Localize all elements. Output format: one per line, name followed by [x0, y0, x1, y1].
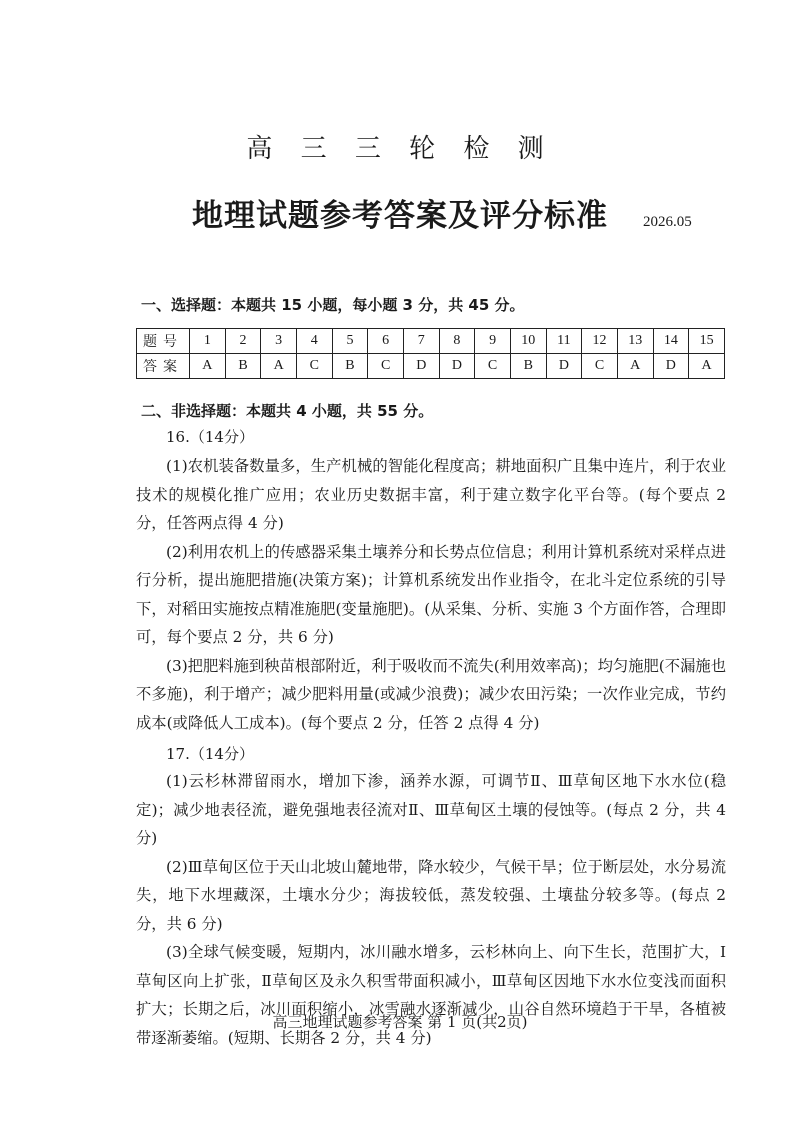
question-number: 8 [439, 329, 475, 354]
answer-cell: B [510, 354, 546, 379]
answer-table [136, 328, 725, 379]
answer-cell: B [332, 354, 368, 379]
answer-table-answer-row [137, 354, 725, 379]
question-number: 12 [582, 329, 618, 354]
answer-cell: D [653, 354, 689, 379]
answer-cell: B [225, 354, 261, 379]
answer-cell: A [190, 354, 226, 379]
question-number: 15 [689, 329, 725, 354]
question-number: 10 [510, 329, 546, 354]
question-number: 3 [261, 329, 297, 354]
question-16-answers [136, 452, 726, 737]
question-number: 1 [190, 329, 226, 354]
answer-cell: D [439, 354, 475, 379]
row-label-numbers: 题号 [137, 329, 190, 354]
answer-cell: D [403, 354, 439, 379]
question-number: 2 [225, 329, 261, 354]
question-number: 7 [403, 329, 439, 354]
answer-cell: C [368, 354, 404, 379]
question-17-answers [136, 767, 726, 1052]
answer-cell: C [296, 354, 332, 379]
document-title: 地理试题参考答案及评分标准 [192, 198, 608, 234]
question-number: 14 [653, 329, 689, 354]
question-17-label: 17.（14分） [166, 745, 254, 763]
answer-cell: C [475, 354, 511, 379]
row-label-answers: 答案 [137, 354, 190, 379]
q17-part1: (1)云杉林滞留雨水，增加下渗，涵养水源，可调节Ⅱ、Ⅲ草甸区地下水水位(稳定)；减少地表径流，避免强地表径流对Ⅱ、Ⅲ草甸区土壤的侵蚀等。(每点 2 分，共 4 分) [136, 772, 726, 847]
question-number: 13 [617, 329, 653, 354]
question-number: 5 [332, 329, 368, 354]
question-number: 11 [546, 329, 582, 354]
answer-cell: A [617, 354, 653, 379]
answer-table-number-row [137, 329, 725, 354]
question-16-label: 16.（14分） [166, 428, 254, 446]
q17-part3: (3)全球气候变暖，短期内，冰川融水增多，云杉林向上、向下生长，范围扩大，Ⅰ草甸区向上扩张，Ⅱ草甸区及永久积雪带面积减小，Ⅲ草甸区因地下水水位变浅而面积扩大；长期之后，冰川面积缩小，冰雪融水逐渐减少，山谷自然环境趋于干旱，各植被带逐渐萎缩。(短期、长期各 2 分，共 4 分) [136, 943, 726, 1047]
exam-subtitle: 高 三 三 轮 检 测 [246, 134, 554, 164]
section1-heading: 一、选择题：本题共 15 小题，每小题 3 分，共 45 分。 [141, 296, 525, 314]
q16-part2: (2)利用农机上的传感器采集土壤养分和长势点位信息；利用计算机系统对采样点进行分析，提出施肥措施(决策方案)；计算机系统发出作业指令，在北斗定位系统的引导下，对稻田实施按点精准施肥(变量施肥)。(从采集、分析、实施 3 个方面作答，合理即可，每个要点 2 分，共 6 分) [136, 542, 726, 646]
document-date: 2026.05 [643, 214, 692, 230]
answer-cell: C [582, 354, 618, 379]
question-number: 6 [368, 329, 404, 354]
question-number: 4 [296, 329, 332, 354]
answer-cell: A [689, 354, 725, 379]
question-number: 9 [475, 329, 511, 354]
q17-part2: (2)Ⅲ草甸区位于天山北坡山麓地带，降水较少，气候干旱；位于断层处，水分易流失，地下水埋藏深，土壤水分少；海拔较低，蒸发较强、土壤盐分较多等。(每点 2 分，共 6 分) [136, 857, 726, 933]
q16-part1: (1)农机装备数量多，生产机械的智能化程度高；耕地面积广且集中连片，利于农业技术的规模化推广应用；农业历史数据丰富，利于建立数字化平台等。(每个要点 2 分，任答两点得 4 分) [136, 457, 726, 532]
answer-cell: A [261, 354, 297, 379]
section2-heading: 二、非选择题：本题共 4 小题，共 55 分。 [141, 402, 434, 420]
answer-cell: D [546, 354, 582, 379]
q16-part3: (3)把肥料施到秧苗根部附近，利于吸收而不流失(利用效率高)；均匀施肥(不漏施也不多施)，利于增产；减少肥料用量(或减少浪费)；减少农田污染；一次作业完成，节约成本(或降低人工成本)。(每个要点 2 分，任答 2 点得 4 分) [136, 656, 726, 732]
page-footer: 高三地理试题参考答案 第 1 页(共2页) [272, 1013, 528, 1031]
